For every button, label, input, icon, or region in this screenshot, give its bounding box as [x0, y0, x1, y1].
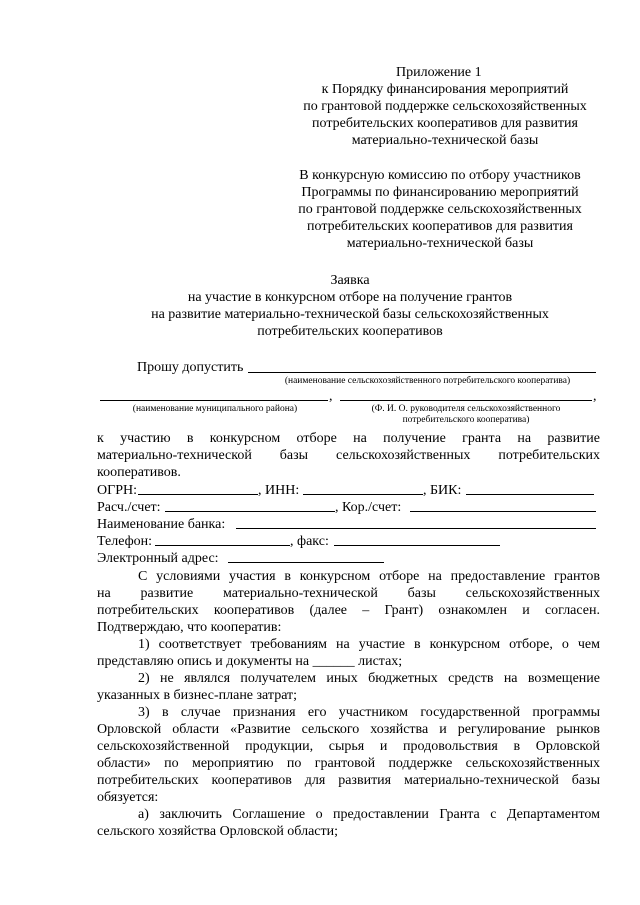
- comma: ,: [329, 389, 333, 404]
- fax-field[interactable]: [334, 545, 500, 546]
- phone-field[interactable]: [155, 545, 290, 546]
- coop-name-field[interactable]: [248, 372, 596, 373]
- addressee-line: Программы по финансированию мероприятий: [301, 185, 579, 200]
- item-3-line: Орловской области «Развитие сельского хозяйства и регулирование рынков: [97, 722, 600, 737]
- addressee-line: по грантовой поддержке сельскохозяйственных: [298, 202, 582, 217]
- comma: ,: [593, 389, 597, 404]
- item-2-line: 2) не являлся получателем иных бюджетных средств на возмещение: [138, 671, 600, 686]
- item-3-line: сельскохозяйственной продукции, сырья и продовольствия в Орловской: [97, 739, 600, 754]
- conditions-line: Подтверждаю, что кооператив:: [97, 620, 282, 635]
- appendix-line: по грантовой поддержке сельскохозяйственных: [303, 99, 587, 114]
- conditions-line: С условиями участия в конкурсном отборе на предоставление грантов: [138, 569, 600, 584]
- title-line: на участие в конкурсном отборе на получение грантов: [187, 290, 513, 305]
- corr-account-field[interactable]: [410, 511, 596, 512]
- head-name-field[interactable]: [340, 400, 592, 401]
- addressee-line: В конкурсную комиссию по отбору участников: [299, 168, 581, 183]
- item-3-line: потребительских кооперативов для развития материально-технической базы: [97, 773, 600, 788]
- item-3-line: 3) в случае признания его участником государственной программы: [138, 705, 600, 720]
- inn-label: , ИНН:: [258, 483, 300, 498]
- account-field[interactable]: [165, 511, 335, 512]
- item-a-line: а) заключить Соглашение о предоставлении Гранта с Департаментом: [138, 807, 600, 822]
- item-3-line: обязуется:: [97, 790, 159, 805]
- email-field[interactable]: [228, 562, 384, 563]
- email-label: Электронный адрес:: [97, 551, 219, 566]
- addressee-line: потребительских кооперативов для развития: [307, 219, 573, 234]
- appendix-line: материально-технической базы: [351, 133, 539, 148]
- fax-label: , факс:: [290, 534, 329, 549]
- document-title: Заявка: [330, 273, 370, 288]
- phone-label: Телефон:: [97, 534, 153, 549]
- appendix-line: к Порядку финансирования мероприятий: [321, 82, 569, 97]
- item-a-line: сельского хозяйства Орловской области;: [97, 824, 338, 839]
- addressee-line: материально-технической базы: [346, 236, 534, 251]
- request-body-line: к участию в конкурсном отборе на получение гранта на развитие: [97, 431, 600, 446]
- head-name-hint: потребительского кооператива): [402, 415, 530, 425]
- item-2-line: указанных в бизнес-плане затрат;: [97, 688, 298, 703]
- request-body-line: материально-технической базы сельскохозяйственных потребительских: [97, 448, 600, 463]
- item-1-line: 1) соответствует требованиям на участие в конкурсном отборе, о чем: [138, 637, 600, 652]
- appendix-number: Приложение 1: [396, 65, 482, 80]
- corr-account-label: , Кор./счет:: [335, 500, 402, 515]
- appendix-line: потребительских кооперативов для развития: [312, 116, 578, 131]
- conditions-line: потребительских кооперативов (далее – Грант) ознакомлен и согласен.: [97, 603, 600, 618]
- bank-field[interactable]: [236, 528, 596, 529]
- item-1-line: представляю опись и документы на ______ листах;: [97, 654, 403, 669]
- district-field[interactable]: [100, 400, 328, 401]
- request-prompt: Прошу допустить: [137, 360, 244, 375]
- request-body-line: кооперативов.: [97, 465, 181, 480]
- item-3-line: области» по мероприятию по грантовой поддержке сельскохозяйственных: [97, 756, 600, 771]
- district-hint: (наименование муниципального района): [132, 404, 298, 414]
- account-label: Расч./счет:: [97, 500, 161, 515]
- bank-label: Наименование банка:: [97, 517, 226, 532]
- title-line: потребительских кооперативов: [257, 324, 443, 339]
- head-name-hint: (Ф. И. О. руководителя сельскохозяйственного: [371, 404, 561, 414]
- ogrn-field[interactable]: [138, 494, 258, 495]
- conditions-line: на развитие материально-технической базы сельскохозяйственных: [97, 586, 600, 601]
- title-line: на развитие материально-технической базы сельскохозяйственных: [151, 307, 549, 322]
- coop-name-hint: (наименование сельскохозяйственного потребительского кооператива): [284, 376, 571, 386]
- ogrn-label: ОГРН:: [97, 483, 137, 498]
- inn-field[interactable]: [303, 494, 423, 495]
- bik-field[interactable]: [466, 494, 594, 495]
- bik-label: , БИК:: [423, 483, 462, 498]
